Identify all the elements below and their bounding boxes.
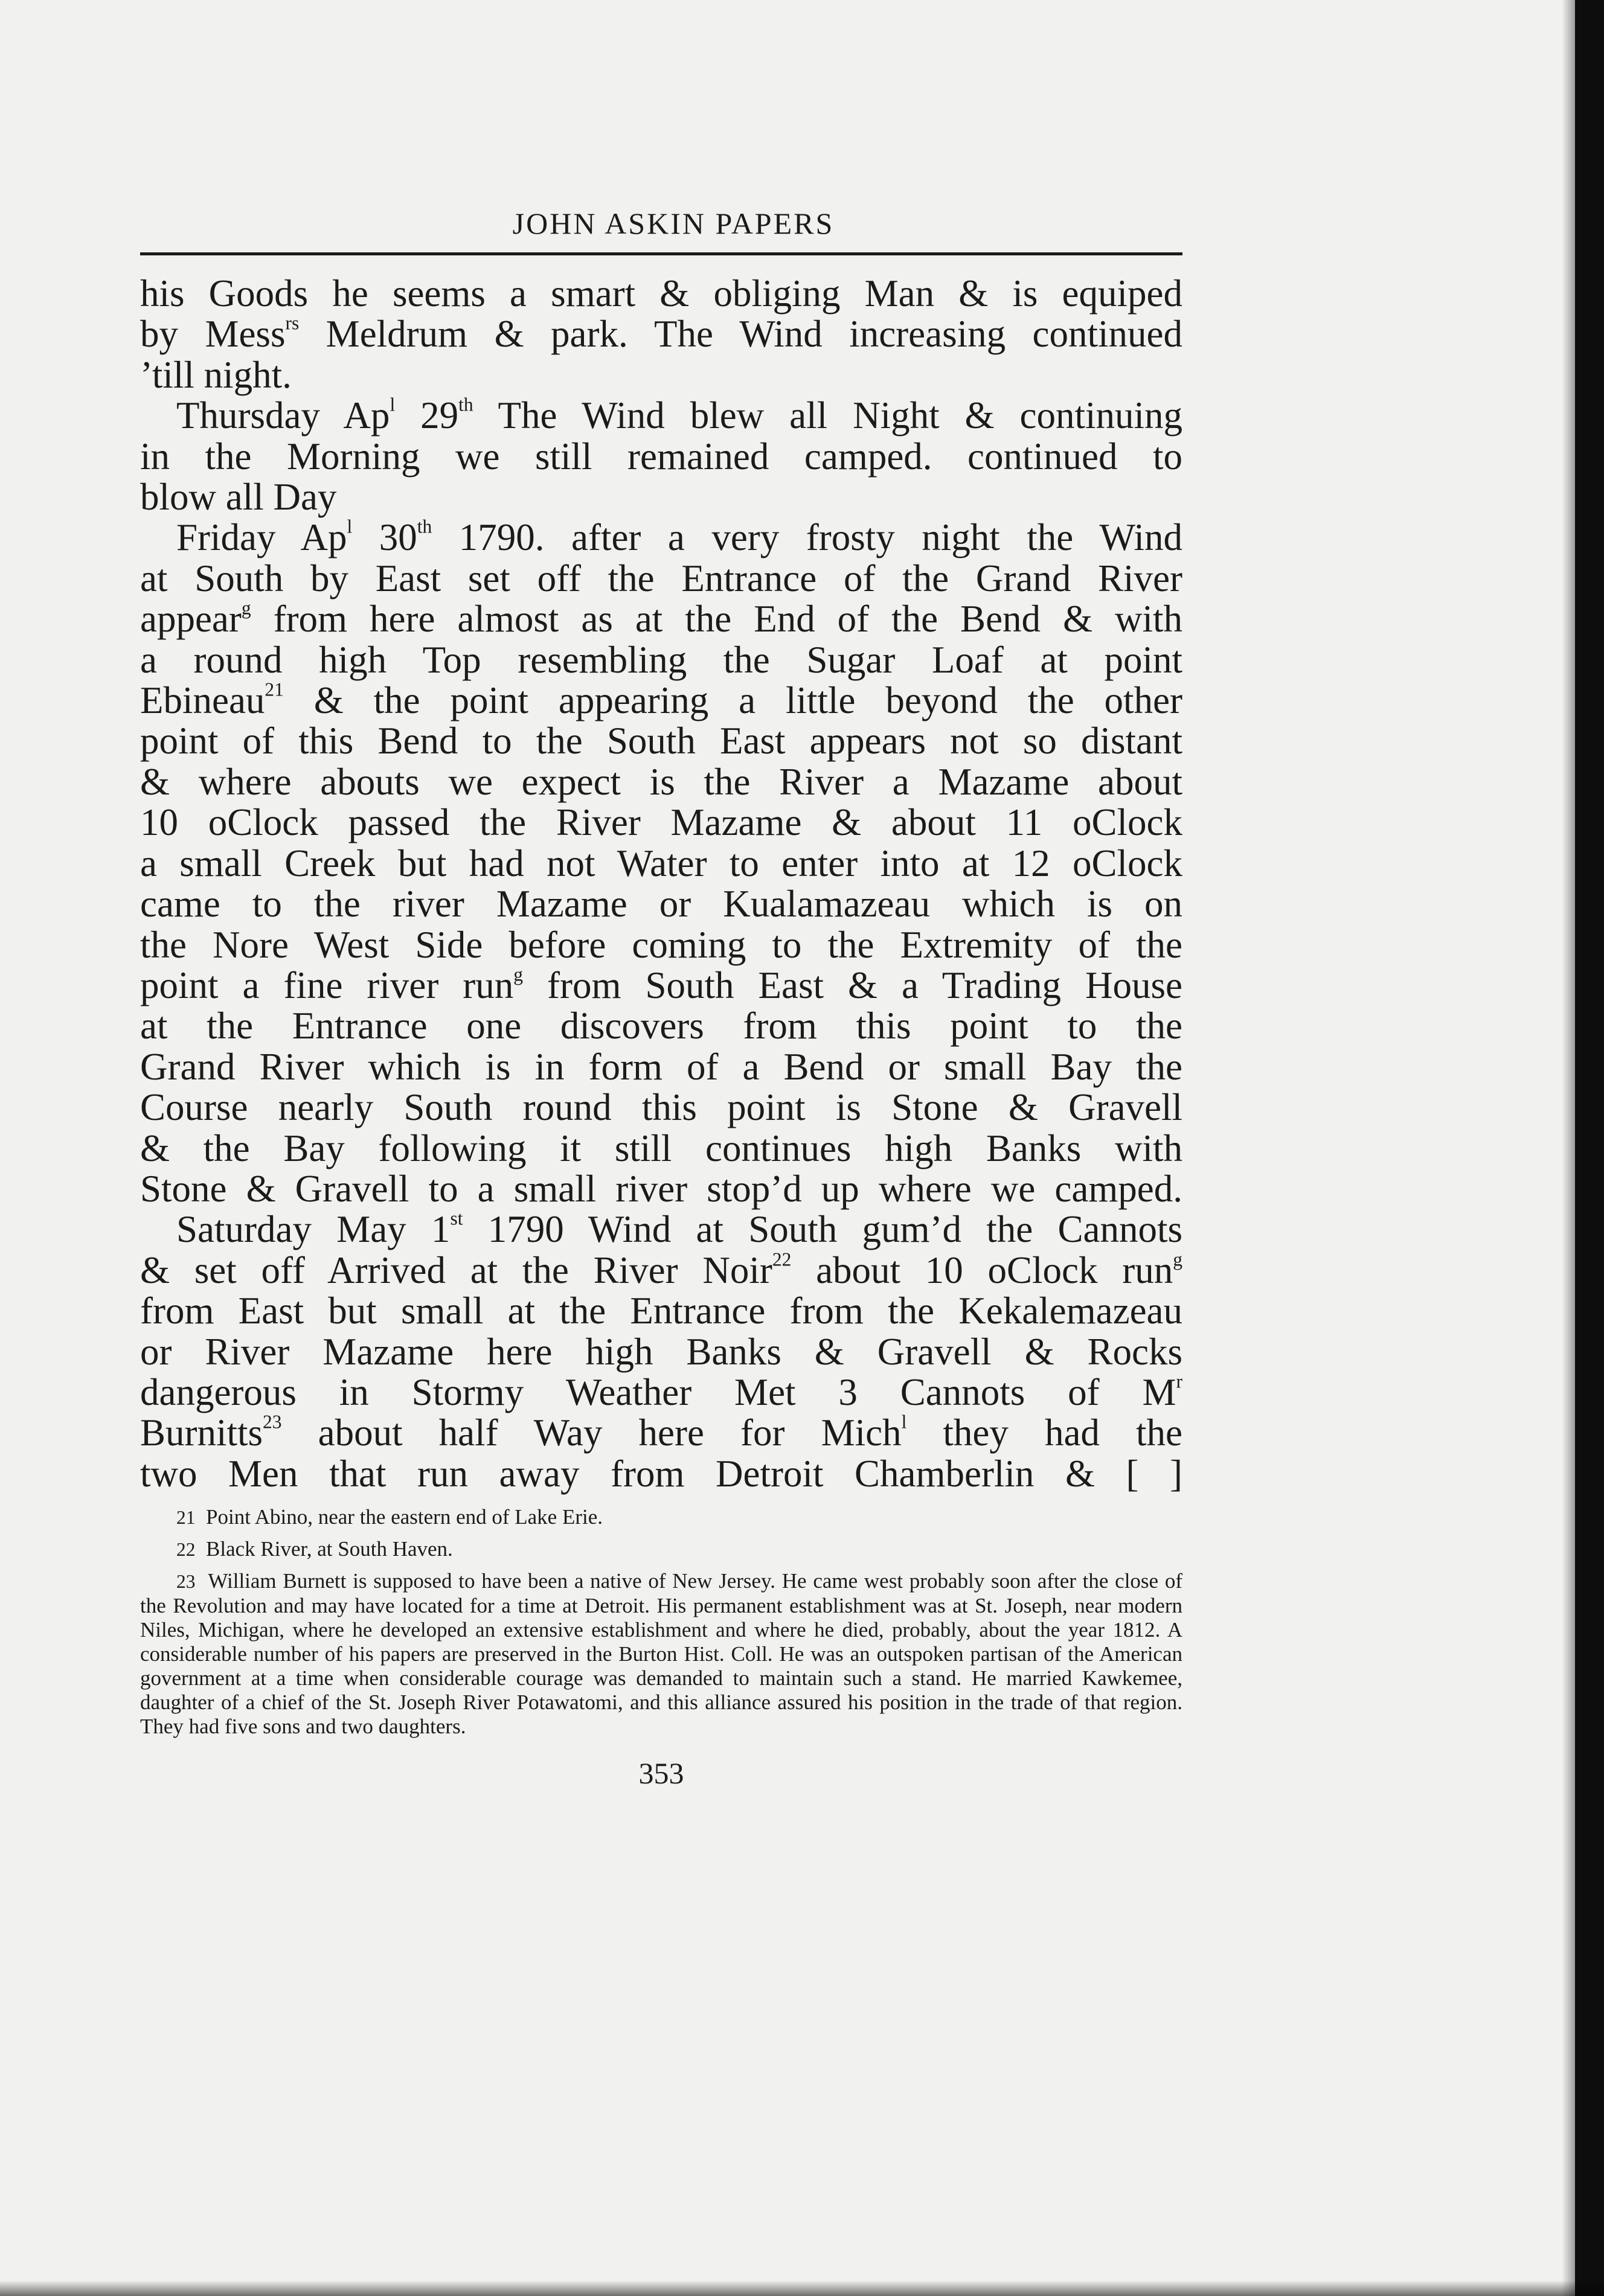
footnote-23 bbox=[140, 1569, 1182, 1739]
superscript: g bbox=[1173, 1249, 1182, 1270]
text-line: or River Mazame here high Banks & Gravell & Rocks bbox=[140, 1330, 1182, 1373]
superscript: l bbox=[901, 1412, 907, 1433]
text-line: two Men that run away from Detroit Chamberlin & [ ] bbox=[140, 1452, 1182, 1495]
text-line: his Goods he seems a smart & obliging Man & is equiped bbox=[140, 272, 1182, 315]
text-run: about 10 oClock run bbox=[791, 1249, 1173, 1291]
footnote-number: 23 bbox=[176, 1571, 196, 1593]
text-run: from here almost as at the End of the Bend & with bbox=[251, 598, 1182, 641]
text-line bbox=[140, 680, 1182, 721]
footnote-number: 22 bbox=[176, 1539, 196, 1561]
text-line: came to the river Mazame or Kualamazeau which is on bbox=[140, 883, 1182, 926]
text-run: 30 bbox=[352, 516, 417, 559]
paragraph-friday bbox=[140, 517, 1182, 1209]
text-line bbox=[140, 395, 1182, 436]
text-run: & the point appearing a little beyond the other bbox=[283, 679, 1182, 722]
text-run: 1790. after a very frosty night the Wind bbox=[432, 516, 1182, 559]
text-run: Saturday May 1 bbox=[176, 1208, 451, 1251]
text-line bbox=[140, 517, 1182, 558]
text-line bbox=[140, 1250, 1182, 1291]
text-run: point a fine river run bbox=[140, 964, 514, 1006]
footnote-22 bbox=[140, 1537, 1182, 1562]
text-line: ’till night. bbox=[140, 353, 292, 396]
text-run: from South East & a Trading House bbox=[523, 964, 1182, 1006]
header-rule bbox=[140, 252, 1182, 255]
text-line: Stone & Gravell to a small river stop’d up where we camped. bbox=[140, 1167, 1182, 1210]
text-line bbox=[140, 965, 1182, 1006]
footnote-text: Black River, at South Haven. bbox=[206, 1537, 453, 1561]
footnote-number: 21 bbox=[176, 1507, 196, 1529]
superscript: l bbox=[347, 516, 353, 538]
footnote-text: William Burnett is supposed to have been a native of New Jersey. He came west probably soon after the close of the Revolution and may have located for a time at Detroit. His permanent establishment was at St. Joseph, near modern Niles, Michigan, where he developed an extensive establishment and where he died, probably, about the year 1812. A considerable number of his papers are preserved in the Burton Hist. Coll. He was an outspoken partisan of the American government at a time when considerable courage was demanded to maintain such a stand. He married Kawkemee, daughter of a chief of the St. Joseph River Potawatomi, and this alliance assured his position in the trade of that region. They had five sons and two daughters. bbox=[140, 1569, 1182, 1739]
text-line: blow all Day bbox=[140, 476, 337, 519]
text-line: at the Entrance one discovers from this point to the bbox=[140, 1005, 1182, 1047]
superscript: th bbox=[417, 516, 432, 538]
footnotes bbox=[140, 1505, 1182, 1739]
text-run: Burnitts bbox=[140, 1412, 263, 1454]
book-page bbox=[140, 199, 1182, 1791]
text-line: Course nearly South round this point is Stone & Gravell bbox=[140, 1086, 1182, 1129]
running-header: JOHN ASKIN PAPERS bbox=[512, 206, 835, 240]
text-line: & the Bay following it still continues high Banks with bbox=[140, 1127, 1182, 1169]
text-line: the Nore West Side before coming to the Extremity of the bbox=[140, 923, 1182, 966]
text-run: Meldrum & park. The Wind increasing continued bbox=[299, 313, 1182, 356]
text-run: about half Way here for Mich bbox=[281, 1412, 902, 1454]
superscript: st bbox=[450, 1208, 463, 1229]
superscript: rs bbox=[285, 313, 300, 334]
text-line bbox=[140, 1372, 1182, 1413]
text-line: a round high Top resembling the Sugar Loaf at point bbox=[140, 638, 1182, 681]
text-line bbox=[140, 1209, 1182, 1250]
text-run: dangerous in Stormy Weather Met 3 Cannots of M bbox=[140, 1370, 1176, 1413]
text-run: 1790 Wind at South gum’d the Cannots bbox=[463, 1208, 1182, 1251]
text-run: they had the bbox=[906, 1412, 1182, 1454]
text-run: & set off Arrived at the River Noir bbox=[140, 1249, 772, 1291]
superscript: th bbox=[458, 394, 473, 415]
text-line bbox=[140, 1413, 1182, 1453]
superscript: l bbox=[390, 394, 396, 415]
footnote-ref: 21 bbox=[265, 679, 284, 700]
superscript: g bbox=[513, 964, 524, 985]
text-run: Friday Ap bbox=[176, 516, 347, 559]
text-run: by Mess bbox=[140, 313, 286, 356]
footnote-ref: 23 bbox=[263, 1412, 282, 1433]
text-line: from East but small at the Entrance from the Kekalemazeau bbox=[140, 1290, 1182, 1332]
text-line bbox=[140, 599, 1182, 639]
text-line: 10 oClock passed the River Mazame & about 11 oClock bbox=[140, 801, 1182, 844]
page-number: 353 bbox=[638, 1756, 684, 1791]
text-line: a small Creek but had not Water to enter into at 12 oClock bbox=[140, 842, 1182, 884]
superscript: g bbox=[241, 597, 251, 619]
text-line: & where abouts we expect is the River a Mazame about bbox=[140, 760, 1182, 803]
footnote-21 bbox=[140, 1505, 1182, 1530]
text-run: The Wind blew all Night & continuing bbox=[473, 394, 1182, 437]
paragraph-continuation bbox=[140, 273, 1182, 395]
text-line: Grand River which is in form of a Bend or small Bay the bbox=[140, 1045, 1182, 1088]
text-line: in the Morning we still remained camped. continued to bbox=[140, 435, 1182, 478]
scan-shadow bbox=[1562, 0, 1575, 2296]
paragraph-thursday bbox=[140, 395, 1182, 517]
scan-edge-bottom bbox=[0, 2280, 1604, 2296]
superscript: r bbox=[1176, 1370, 1182, 1392]
paragraph-saturday bbox=[140, 1209, 1182, 1494]
text-run: appear bbox=[140, 598, 242, 641]
scan-edge bbox=[1575, 0, 1604, 2296]
text-line bbox=[140, 314, 1182, 354]
text-run: 29 bbox=[395, 394, 459, 437]
footnote-ref: 22 bbox=[772, 1249, 792, 1270]
footnote-text: Point Abino, near the eastern end of Lake Erie. bbox=[206, 1505, 603, 1529]
body-text bbox=[140, 273, 1182, 1494]
text-line: at South by East set off the Entrance of the Grand River bbox=[140, 557, 1182, 600]
text-run: Thursday Ap bbox=[176, 394, 390, 437]
text-line: point of this Bend to the South East appears not so distant bbox=[140, 720, 1182, 763]
text-run: Ebineau bbox=[140, 679, 265, 722]
